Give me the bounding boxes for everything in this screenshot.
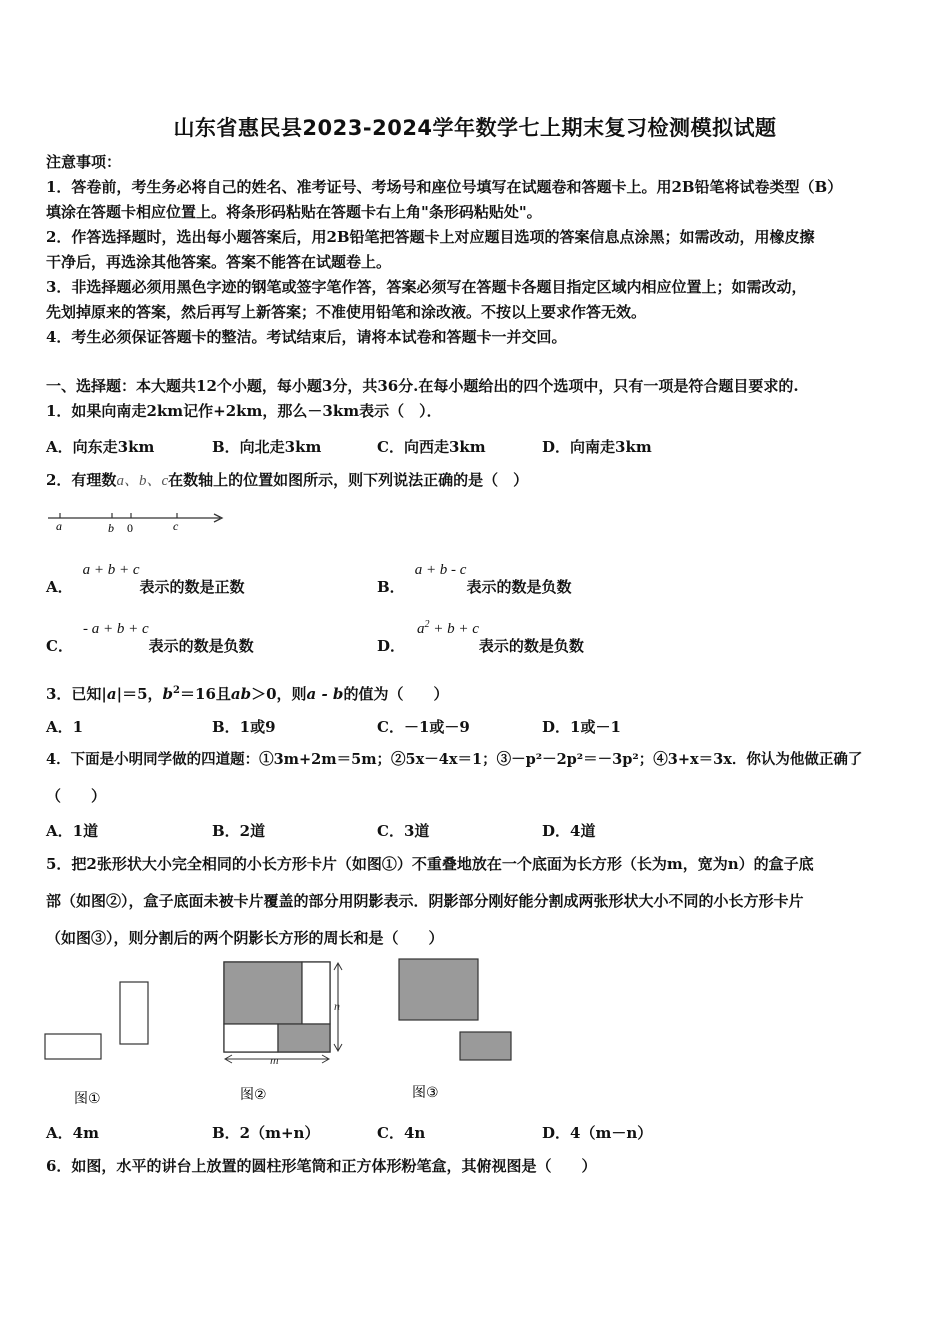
fig1-label: 图① [74,1091,101,1107]
q3-option-b: B．1或9 [212,718,276,736]
rectangle-figures [44,958,514,1108]
q4-option-d: D．4道 [542,822,596,840]
expr-rest: + b + c [429,621,479,637]
label-a: a [56,519,62,533]
q1-option-c: C．向西走3km [377,438,486,456]
q5-option-a: A．4m [46,1124,99,1142]
option-text: 表示的数是负数 [466,578,572,596]
q4-option-b: B．2道 [212,822,266,840]
notice-line: 先划掉原来的答案，然后再写上新答案；不准使用铅笔和涂改液。不按以上要求作答无效。 [46,303,647,321]
label-zero: 0 [127,521,133,535]
dim-n-label: n [334,999,340,1013]
q1-option-a: A．向东走3km [46,438,155,456]
fig2-shaded-bottom [278,1024,330,1052]
fig2-card-horizontal [224,1024,278,1052]
notice-line: 干净后，再选涂其他答案。答案不能答在试题卷上。 [46,253,392,271]
question-3-stem: 3．已知|a|＝5，$b^2=16$且ab＞0，则a - b的值为（ ） [46,685,449,703]
fig1-card-vertical [120,982,148,1044]
q3-option-a: A．1 [46,718,84,736]
notice-line: 2．作答选择题时，选出每小题答案后，用2B铅笔把答题卡上对应题目选项的答案信息点涂黑；如需改动，用橡皮擦 [46,228,815,246]
option-letter: C． [46,637,73,655]
question-4-stem: 4．下面是小明同学做的四道题：①3m+2m＝5m；②5x－4x＝1；③－p²－2p²＝－3p²；④3+x＝3x．你认为他做正确了 [46,751,863,768]
notice-heading: 注意事项： [46,153,122,171]
q3-option-c: C．－1或－9 [377,718,470,736]
fig3-shaded-small [460,1032,511,1060]
q4-option-c: C．3道 [377,822,430,840]
option-text: 表示的数是负数 [478,637,584,655]
option-text: 表示的数是负数 [148,637,254,655]
option-letter: A． [46,578,73,596]
q5-option-d: D．4（m－n） [542,1124,653,1142]
fig2-card-vertical [302,962,330,1024]
question-6-stem: 6．如图，水平的讲台上放置的圆柱形笔筒和正方体形粉笔盒，其俯视图是（ ） [46,1157,597,1175]
question-1-stem: 1．如果向南走2km记作+2km，那么－3km表示（ ）． [46,402,442,420]
q2-option-c [46,621,254,656]
question-5-line: 部（如图②），盒子底面未被卡片覆盖的部分用阴影表示．阴影部分刚好能分割成两张形状大小不同的小长方形卡片 [46,892,804,910]
option-letter: D． [377,637,406,655]
label-b: b [108,521,114,535]
option-expression: - a + b + c [82,621,149,637]
dim-m-label: m [270,1053,279,1067]
expr-base: a [417,621,425,637]
notice-line: 4．考生必须保证答题卡的整洁。考试结束后，请将本试卷和答题卡一并交回。 [46,328,567,346]
q3-option-d: D．1或－1 [542,718,621,736]
section-heading: 一、选择题：本大题共12个小题，每小题3分，共36分.在每小题给出的四个选项中，只有一项是符合题目要求的. [46,377,799,395]
q4-option-a: A．1道 [46,822,99,840]
fig1-card-horizontal [45,1034,101,1059]
fig2-label: 图② [240,1087,267,1103]
option-letter: B． [377,578,405,596]
q2-option-a [46,562,245,597]
notice-line: 1．答卷前，考生务必将自己的姓名、准考证号、考场号和座位号填写在试题卷和答题卡上。用2B铅笔将试卷类型（B） [46,178,843,196]
fig3-label: 图③ [412,1085,439,1101]
q5-option-b: B．2（m+n） [212,1124,320,1142]
question-4-paren: （ ） [46,787,107,805]
q1-option-b: B．向北走3km [212,438,322,456]
option-expression: a + b - c [414,562,467,578]
label-c: c [173,519,179,533]
q1-option-d: D．向南走3km [542,438,652,456]
number-line-figure [44,506,234,536]
q5-option-c: C．4n [377,1124,426,1142]
question-5-line: 5．把2张形状大小完全相同的小长方形卡片（如图①）不重叠地放在一个底面为长方形（长为m，宽为n）的盒子底 [46,855,814,873]
notice-line: 3．非选择题必须用黑色字迹的钢笔或签字笔作答，答案必须写在答题卡各题目指定区域内相应位置上；如需改动， [46,278,807,296]
q2-stem-suffix: 在数轴上的位置如图所示，则下列说法正确的是（ ） [168,471,529,489]
option-text: 表示的数是正数 [139,578,245,596]
option-expression: a + b + c [82,562,140,578]
q2-option-b [377,562,572,597]
question-5-line: （如图③），则分割后的两个阴影长方形的周长和是（ ） [46,929,444,947]
q2-stem-vars: a、b、c [116,473,169,489]
question-2-stem [46,470,528,491]
page-title: 山东省惠民县2023-2024学年数学七上期末复习检测模拟试题 [173,116,777,140]
fig2-shaded-top [224,962,302,1024]
expr-exponent: 2 [424,619,430,630]
notice-line: 填涂在答题卡相应位置上。将条形码粘贴在答题卡右上角"条形码粘贴处"。 [46,203,542,221]
fig3-shaded-large [399,959,478,1020]
q2-option-d [377,619,584,656]
q2-stem-prefix: 2．有理数 [46,471,117,489]
